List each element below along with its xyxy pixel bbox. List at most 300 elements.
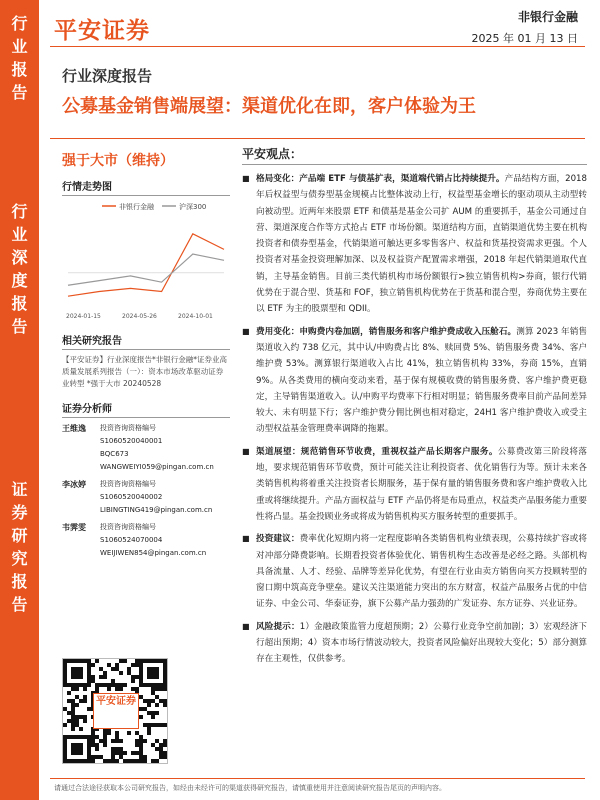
qr-module xyxy=(147,731,151,735)
qr-module xyxy=(95,683,99,687)
qr-module xyxy=(139,759,143,763)
qr-module xyxy=(87,679,91,683)
analyst-detail: 投资咨询资格编号 xyxy=(100,480,156,488)
qr-module xyxy=(115,667,119,671)
qr-module xyxy=(103,739,107,743)
qr-module xyxy=(75,667,79,671)
qr-module xyxy=(75,759,79,763)
qr-module xyxy=(79,715,83,719)
point-lead: 渠道展望：规范销售环节收费，重视权益产品长期客户服务。 xyxy=(256,446,498,457)
qr-module xyxy=(83,683,87,687)
qr-module xyxy=(71,671,75,675)
qr-module xyxy=(83,687,87,691)
qr-module xyxy=(163,723,167,727)
qr-module xyxy=(119,755,123,759)
qr-module xyxy=(79,747,83,751)
qr-module xyxy=(67,699,71,703)
qr-module xyxy=(75,659,79,663)
views-heading: 平安观点： xyxy=(242,142,587,165)
qr-module xyxy=(83,699,87,703)
qr-module xyxy=(151,687,155,691)
qr-module xyxy=(119,687,123,691)
analyst-detail: S1060524070004 xyxy=(100,536,163,544)
qr-module xyxy=(139,659,143,663)
qr-module xyxy=(107,687,111,691)
qr-module xyxy=(83,719,87,723)
qr-module xyxy=(91,679,95,683)
analyst-entry xyxy=(62,521,230,560)
point-body: 测算 2023 年销售渠道收入约 738 亿元，其中认/申购费占比 8%、赎回费 5%、销售服务费 34%、客户维护费 53%。测算银行渠道收入占比 41%，独立销售机构 33%，券商 15%，直销 9%。从各类费用的横向变动来看，基于保有规模收费的销售服务费、客户维护费更稳定，主导销售渠道收入。认/申购平均费率下行相对明显；销售服务费率目前产品间差异较大、未有明显下行；客户维护费分佣比例也相对稳定，24H1 客户维护费收入或受主动型权益基金管理费率调降的拖累。 xyxy=(256,326,587,435)
point-text xyxy=(256,619,587,668)
sidebar-char: 研 xyxy=(11,526,28,545)
qr-module xyxy=(67,719,71,723)
qr-module xyxy=(151,675,155,679)
report-type: 行业深度报告 xyxy=(62,67,153,85)
qr-module xyxy=(63,743,67,747)
legend-label: 沪深300 xyxy=(179,203,207,211)
qr-module xyxy=(75,735,79,739)
qr-module xyxy=(163,675,167,679)
x-tick-label: 2024-10-01 xyxy=(178,313,213,320)
qr-module xyxy=(123,683,127,687)
point-body: 费率优化短期内将一定程度影响各类销售机构业绩表现，公募持续扩容或将对冲部分降费影响。长期看投资者体验优化、销售机构生态改善是必经之路。头部机构具备流量、人才、经验、品牌等差异化优势，有望在行业由卖方销售向买方投顾转型的窗口期中筑高竞争壁垒。建议关注渠道能力突出的东方财富，权益产品服务占优的中信证券、中金公司、华泰证券，旗下公募产品力强劲的广发证券、东方证券、兴业证券。 xyxy=(256,534,587,610)
qr-module xyxy=(75,687,79,691)
sidebar-char: 度 xyxy=(11,271,28,290)
qr-module xyxy=(83,759,87,763)
qr-module xyxy=(63,679,67,683)
qr-module xyxy=(163,659,167,663)
qr-module xyxy=(139,695,143,699)
right-column xyxy=(242,142,587,668)
qr-module xyxy=(63,683,67,687)
qr-module xyxy=(63,663,67,667)
qr-module xyxy=(139,707,143,711)
qr-module xyxy=(99,675,103,679)
qr-module xyxy=(79,727,83,731)
qr-module xyxy=(63,735,67,739)
qr-module xyxy=(119,683,123,687)
qr-module xyxy=(159,723,163,727)
footer-disclaimer: 请通过合法途径获取本公司研究报告，如经由未经许可的渠道获得研究报告，请慎重使用并注意阅读研究报告尾页的声明内容。 xyxy=(54,784,446,792)
qr-module xyxy=(147,671,151,675)
qr-module xyxy=(139,671,143,675)
qr-module xyxy=(87,755,91,759)
qr-module xyxy=(155,759,159,763)
qr-module xyxy=(111,755,115,759)
view-point xyxy=(242,619,587,668)
qr-module xyxy=(163,667,167,671)
qr-module xyxy=(75,703,79,707)
view-point xyxy=(242,531,587,612)
report-date: 2025 年 01 月 13 日 xyxy=(471,32,578,45)
qr-module xyxy=(75,675,79,679)
qr-module xyxy=(71,723,75,727)
trend-chart-svg xyxy=(62,196,230,326)
qr-module xyxy=(107,759,111,763)
qr-module xyxy=(139,667,143,671)
qr-module xyxy=(79,667,83,671)
qr-module xyxy=(139,751,143,755)
qr-module xyxy=(67,735,71,739)
qr-module xyxy=(71,715,75,719)
qr-module xyxy=(71,667,75,671)
qr-module xyxy=(111,759,115,763)
qr-module xyxy=(155,747,159,751)
series-line xyxy=(68,234,224,296)
qr-module xyxy=(151,759,155,763)
qr-module xyxy=(67,659,71,663)
qr-module xyxy=(87,747,91,751)
related-heading: 相关研究报告 xyxy=(62,332,230,350)
qr-module xyxy=(63,707,67,711)
qr-module xyxy=(159,687,163,691)
qr-module xyxy=(87,683,91,687)
qr-module xyxy=(131,751,135,755)
point-lead: 投资建议： xyxy=(256,534,300,545)
qr-module xyxy=(75,723,79,727)
qr-module xyxy=(135,751,139,755)
qr-module xyxy=(143,759,147,763)
qr-module xyxy=(135,663,139,667)
qr-module xyxy=(131,679,135,683)
qr-module xyxy=(163,679,167,683)
report-title: 公募基金销售端展望：渠道优化在即，客户体验为王 xyxy=(62,96,476,117)
qr-module xyxy=(79,699,83,703)
qr-module xyxy=(139,747,143,751)
analyst-name: 韦霁雯 xyxy=(62,523,86,532)
qr-module xyxy=(139,715,143,719)
view-point xyxy=(242,324,587,438)
qr-module xyxy=(107,663,111,667)
qr-module xyxy=(155,703,159,707)
qr-module xyxy=(123,659,127,663)
analysts-heading: 证券分析师 xyxy=(62,400,230,418)
qr-module xyxy=(95,755,99,759)
qr-module xyxy=(163,755,167,759)
qr-module xyxy=(63,667,67,671)
qr-module xyxy=(155,675,159,679)
sidebar-char: 究 xyxy=(11,549,28,568)
qr-module xyxy=(71,751,75,755)
footer-divider xyxy=(50,778,585,779)
point-lead: 格局变化：产品端 ETF 与债基扩表，渠道端代销占比持续提升。 xyxy=(256,174,505,184)
qr-module xyxy=(79,659,83,663)
qr-module xyxy=(63,659,67,663)
qr-module xyxy=(103,675,107,679)
point-body: 公募费改第三阶段将落地，要求规范销售环节收费，预计可能关注让利投资者、优化销售行为等。预计未来各类销售机构将着重关注投资者长期服务，基于保有量的销售服务费和客户维护费收入比重或将继续提升。产品方面权益与 ETF 产品仍将是布局重点，权益类产品服务能力重要性将凸显。基金投顾业务或将成为销售机构买方服务转型的重要抓手。 xyxy=(256,446,587,522)
qr-module xyxy=(143,707,147,711)
qr-module xyxy=(151,715,155,719)
qr-module xyxy=(103,683,107,687)
qr-module xyxy=(79,683,83,687)
qr-module xyxy=(155,659,159,663)
industry-rating: 强于大市（维持） xyxy=(62,153,174,169)
sidebar-label-securities xyxy=(0,478,39,616)
trend-heading: 行情走势图 xyxy=(62,178,230,196)
bullet-icon: ■ xyxy=(242,174,250,183)
analyst-email[interactable]: WANGWEIYI059@pingan.com.cn xyxy=(100,463,214,471)
sidebar-char: 深 xyxy=(11,248,28,267)
qr-module xyxy=(139,675,143,679)
qr-module xyxy=(67,691,71,695)
x-tick-label: 2024-05-26 xyxy=(122,313,157,320)
qr-module xyxy=(71,659,75,663)
view-point xyxy=(242,171,587,318)
qr-module xyxy=(135,759,139,763)
qr-module xyxy=(99,683,103,687)
qr-module xyxy=(151,699,155,703)
analyst-name: 李冰婷 xyxy=(62,480,86,489)
qr-module xyxy=(71,707,75,711)
qr-module xyxy=(87,759,91,763)
view-point xyxy=(242,444,587,525)
qr-module xyxy=(127,731,131,735)
qr-module xyxy=(99,667,103,671)
qr-module xyxy=(155,711,159,715)
qr-module xyxy=(103,671,107,675)
qr-module xyxy=(151,723,155,727)
title-divider xyxy=(50,138,585,139)
qr-module xyxy=(67,759,71,763)
qr-module xyxy=(75,743,79,747)
qr-module xyxy=(159,747,163,751)
qr-module xyxy=(163,663,167,667)
sidebar-char: 报 xyxy=(11,572,28,591)
qr-module xyxy=(155,687,159,691)
qr-module xyxy=(135,687,139,691)
trend-chart xyxy=(62,196,230,326)
qr-module xyxy=(63,671,67,675)
qr-module xyxy=(71,711,75,715)
bullet-icon: ■ xyxy=(242,621,250,631)
qr-module xyxy=(119,739,123,743)
qr-module xyxy=(115,683,119,687)
bullet-icon: ■ xyxy=(242,534,250,544)
bullet-icon: ■ xyxy=(242,446,250,456)
qr-module xyxy=(103,735,107,739)
qr-module xyxy=(159,683,163,687)
qr-module xyxy=(155,723,159,727)
qr-module xyxy=(75,695,79,699)
qr-module xyxy=(159,659,163,663)
qr-module xyxy=(75,751,79,755)
point-body: 产品结构方面，2018 年后权益型与债券型基金规模占比整体波动上行，权益型基金增长的驱动项从主动型转向被动型。近两年来股票 ETF 和债基是基金公司扩 AUM 的重要抓手，基金公司通过自营、渠道深度合作等方式抢占 ETF 市场份额。渠道结构方面，直销渠道优势主要在机构投资者和债券型基金，代销渠道可触达更多零售客户、权益和货基投资需求更强。个人投资者对基金投资理解加深、以及权益资产配置需求增强，2018 年起代销渠道取代直销，主导基金销售。目前三类代销机构市场份额银行>独立销售机构>券商，银行代销优势在于混合型、货基和 FOF，独立销售机构优势在于货基和混合型，券商优势主要在以 ETF 为主的股票型和 QDII。 xyxy=(256,174,587,315)
analyst-name: 王维逸 xyxy=(62,424,86,433)
qr-module xyxy=(135,743,139,747)
qr-module xyxy=(119,747,123,751)
qr-module xyxy=(87,659,91,663)
qr-module xyxy=(107,731,111,735)
bullet-icon: ■ xyxy=(242,326,250,336)
qr-module xyxy=(71,687,75,691)
x-tick-label: 2024-01-15 xyxy=(66,313,101,320)
qr-module xyxy=(147,699,151,703)
qr-module xyxy=(163,739,167,743)
qr-module xyxy=(119,751,123,755)
qr-module xyxy=(139,683,143,687)
qr-module xyxy=(95,743,99,747)
qr-module xyxy=(71,759,75,763)
sidebar-label-report xyxy=(0,12,39,104)
qr-module xyxy=(115,663,119,667)
qr-module xyxy=(163,703,167,707)
sidebar-char: 告 xyxy=(11,317,28,336)
analyst-entry xyxy=(62,422,230,474)
series-line xyxy=(68,254,224,285)
qr-module xyxy=(63,755,67,759)
qr-module xyxy=(127,671,131,675)
qr-module xyxy=(143,755,147,759)
sidebar-char: 行 xyxy=(11,202,28,221)
qr-module xyxy=(139,755,143,759)
qr-module xyxy=(107,683,111,687)
qr-module xyxy=(131,687,135,691)
qr-module xyxy=(123,759,127,763)
qr-module xyxy=(75,747,79,751)
qr-module xyxy=(143,699,147,703)
analyst-detail: BQC673 xyxy=(100,450,129,458)
qr-module xyxy=(91,739,95,743)
qr-module xyxy=(87,675,91,679)
point-text xyxy=(256,531,587,612)
legend-label: 非银行金融 xyxy=(119,203,154,211)
qr-module xyxy=(103,731,107,735)
sidebar-char: 报 xyxy=(11,60,28,79)
qr-module xyxy=(79,735,83,739)
qr-module xyxy=(71,727,75,731)
qr-module xyxy=(143,739,147,743)
qr-module xyxy=(147,703,151,707)
qr-module xyxy=(87,663,91,667)
qr-module xyxy=(71,683,75,687)
qr-module xyxy=(155,683,159,687)
point-lead: 风险提示： xyxy=(256,621,300,632)
left-column xyxy=(62,142,230,560)
analyst-email[interactable]: WEIJIWEN854@pingan.com.cn xyxy=(100,549,207,557)
qr-module xyxy=(131,663,135,667)
qr-module xyxy=(147,727,151,731)
qr-module xyxy=(95,747,99,751)
qr-module xyxy=(123,751,127,755)
qr-module xyxy=(159,751,163,755)
qr-module xyxy=(139,679,143,683)
qr-module xyxy=(63,723,67,727)
qr-module xyxy=(119,671,123,675)
qr-module xyxy=(75,683,79,687)
qr-module xyxy=(151,711,155,715)
qr-module xyxy=(67,711,71,715)
analyst-detail: 投资咨询资格编号 xyxy=(100,523,156,531)
related-report[interactable]: 【平安证券】行业深度报告*非银行金融*证券业高质量发展系列报告（一）：资本市场改革驱动证券业转型 *强于大市 20240528 xyxy=(62,355,227,388)
qr-module xyxy=(63,751,67,755)
qr-module xyxy=(95,687,99,691)
qr-module xyxy=(155,739,159,743)
point-list xyxy=(242,171,587,668)
qr-module xyxy=(115,747,119,751)
analyst-email[interactable]: LIBINGTING419@pingan.com.cn xyxy=(100,506,213,514)
qr-module xyxy=(111,747,115,751)
qr-module xyxy=(103,743,107,747)
qr-module xyxy=(63,747,67,751)
analyst-detail: S1060520040002 xyxy=(100,493,163,501)
qr-module xyxy=(147,659,151,663)
qr-module xyxy=(115,735,119,739)
qr-module xyxy=(111,751,115,755)
qr-module xyxy=(155,671,159,675)
qr-module xyxy=(163,751,167,755)
sidebar-char: 业 xyxy=(11,225,28,244)
qr-module xyxy=(79,759,83,763)
qr-module xyxy=(139,663,143,667)
qr-module xyxy=(139,735,143,739)
qr-module xyxy=(79,675,83,679)
qr-module xyxy=(147,675,151,679)
point-text xyxy=(256,171,587,318)
qr-module xyxy=(87,739,91,743)
qr-module xyxy=(111,679,115,683)
qr-module xyxy=(147,667,151,671)
qr-module xyxy=(91,663,95,667)
sidebar-char: 券 xyxy=(11,503,28,522)
qr-module xyxy=(151,671,155,675)
sidebar-char: 证 xyxy=(11,480,28,499)
qr-module xyxy=(147,683,151,687)
qr-module xyxy=(91,759,95,763)
qr-module xyxy=(131,675,135,679)
qr-module xyxy=(71,675,75,679)
sidebar-band xyxy=(0,0,39,800)
qr-module xyxy=(163,671,167,675)
qr-module xyxy=(87,743,91,747)
sidebar-char: 报 xyxy=(11,294,28,313)
qr-module xyxy=(63,759,67,763)
qr-module xyxy=(83,715,87,719)
qr-module xyxy=(159,743,163,747)
sidebar-char: 告 xyxy=(11,83,28,102)
qr-module xyxy=(71,703,75,707)
qr-code xyxy=(62,658,168,764)
qr-module xyxy=(151,659,155,663)
qr-module xyxy=(143,659,147,663)
qr-module xyxy=(83,659,87,663)
qr-logo-label: 平安证券 xyxy=(93,693,139,729)
qr-module xyxy=(115,739,119,743)
qr-module xyxy=(75,715,79,719)
qr-module xyxy=(115,687,119,691)
qr-module xyxy=(151,667,155,671)
qr-module xyxy=(135,739,139,743)
qr-module xyxy=(163,699,167,703)
qr-module xyxy=(139,743,143,747)
point-text xyxy=(256,444,587,525)
analyst-detail: S1060520040001 xyxy=(100,437,163,445)
qr-module xyxy=(91,735,95,739)
qr-module xyxy=(163,687,167,691)
qr-module xyxy=(83,735,87,739)
qr-module xyxy=(143,723,147,727)
qr-module xyxy=(87,735,91,739)
qr-module xyxy=(79,743,83,747)
qr-module xyxy=(91,755,95,759)
qr-module xyxy=(155,667,159,671)
qr-module xyxy=(147,723,151,727)
qr-module xyxy=(159,755,163,759)
point-lead: 费用变化：申购费内卷加剧，销售服务和客户维护费成收入压舱石。 xyxy=(256,326,517,337)
qr-module xyxy=(87,751,91,755)
analyst-list xyxy=(62,422,230,560)
qr-module xyxy=(155,695,159,699)
qr-module xyxy=(87,671,91,675)
